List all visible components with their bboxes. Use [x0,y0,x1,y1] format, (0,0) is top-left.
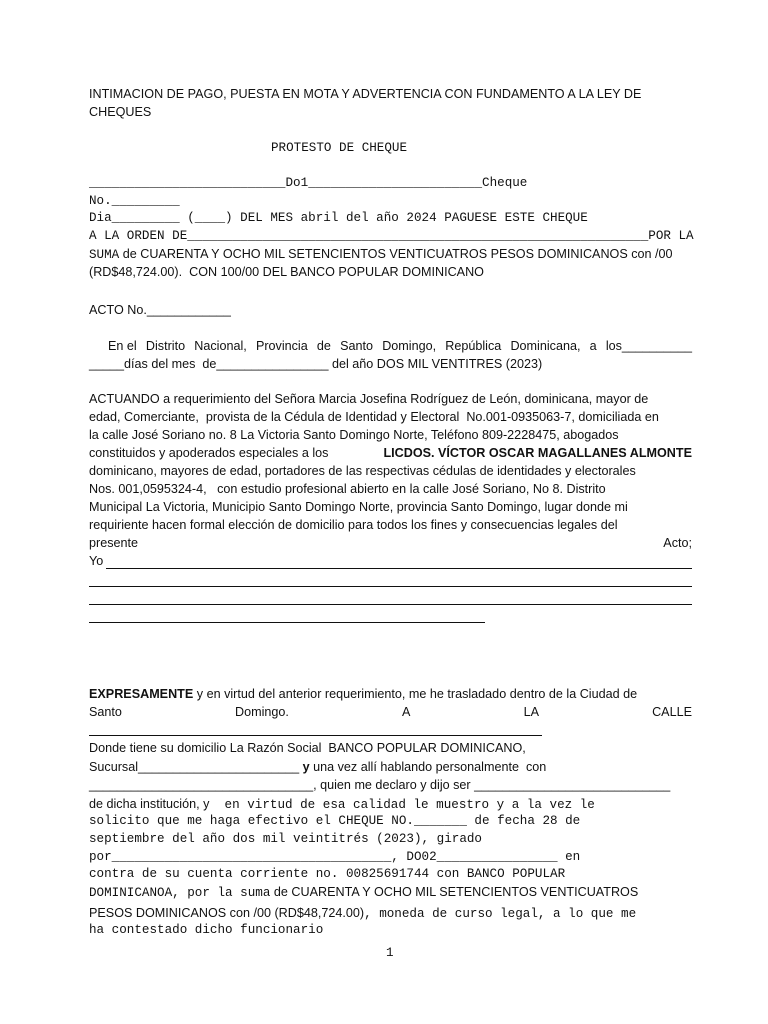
actuando-line-5: dominicano, mayores de edad, portadores de las respectivas cédulas de identidades y electorales [89,464,636,478]
word: Santo [340,339,374,353]
suma-label: SUMA [89,248,120,262]
text: , moneda de curso legal, a lo que me [364,907,637,921]
lawyer-name: LICDOS. VÍCTOR OSCAR MAGALLANES ALMONTE [383,446,692,460]
text: constituidos y apoderados especiales a los [89,446,329,460]
expresamente-line-9: septiembre del año dos mil veintitrés (2023), girado [89,832,482,846]
blank: _______________________ [308,176,483,190]
word: Domingo. [235,705,289,719]
cheque-label: Cheque [482,176,528,190]
blank: __________________________ [89,176,286,190]
amount-text: PESOS DOMINICANOS con /00 (RD$48,724.00) [89,906,365,920]
actuando-line-6: Nos. 001,0595324-4, con estudio profesional abierto en la calle José Soriano, No 8. Distrito [89,482,606,496]
expresamente-line-4: Donde tiene su domicilio La Razón Social BANCO POPULAR DOMINICANO, [89,741,526,755]
blank-line [106,568,692,569]
actuando-line-1: ACTUANDO a requerimiento del Señora Marcia Josefina Rodríguez de León, dominicana, mayor de [89,392,649,406]
text: Acto; [663,536,692,550]
word: Nacional, [194,339,247,353]
word: a [589,339,597,353]
text: DOMINICANOA, por la suma [89,886,271,900]
word: Domingo, [382,339,437,353]
cheque-line-2: No._________ [89,194,180,208]
cheque-line-4 [89,228,692,244]
por-la-label: POR LA [648,229,694,243]
orden-label: A LA ORDEN DE [89,229,188,243]
expresamente-line-1 [89,686,692,702]
actuando-line-4 [89,445,692,461]
text: en virtud de esa calidad le muestro y a la vez le [224,798,595,812]
document-heading-line2: CHEQUES [89,105,152,119]
do-label: Do1 [285,176,309,190]
text: de dicha institución, y [89,797,210,811]
protesto-title: PROTESTO DE CHEQUE [271,141,408,155]
expresamente-line-10: por_____________________________________, DO02________________ en [89,850,581,864]
blank-line [89,622,485,623]
actuando-line-8: requiriente hacen formal elección de domicilio para todos los fines y consecuencias legales del [89,518,618,532]
expresamente-line-7 [89,796,692,813]
word: En el [108,339,137,353]
word: LA [523,705,539,719]
blank-line [89,586,692,587]
text: y [302,760,310,774]
expresamente-line-8: solicito que me haga efectivo el CHEQUE NO._______ de fecha 28 de [89,814,581,828]
expresamente-line-12 [89,884,692,901]
blank-line [89,735,542,736]
page-number: 1 [386,946,394,960]
blank: _____________________________________________________________ [187,229,649,243]
distrito-line-2: _____días del mes de________________ del año DOS MIL VENTITRES (2023) [89,357,543,371]
actuando-line-7: Municipal La Victoria, Municipio Santo Domingo Norte, provincia Santo Domingo, lugar donde mi [89,500,628,514]
expresamente-line-2 [89,704,692,720]
blank-line [89,604,692,605]
cheque-line-1 [89,175,692,191]
cheque-line-5 [89,246,692,263]
text: una vez allí hablando personalmente con [313,760,547,774]
amount-text: de CUARENTA Y OCHO MIL SETENCIENTOS VENTICUATROS [273,885,639,899]
cheque-line-6: (RD$48,724.00). CON 100/00 DEL BANCO POPULAR DOMINICANO [89,265,484,279]
expresamente-line-14: ha contestado dicho funcionario [89,923,324,937]
expresamente-label: EXPRESAMENTE [89,687,194,701]
word: CALLE [652,705,692,719]
text: y en virtud del anterior requerimiento, me he trasladado dentro de la Ciudad de [196,687,638,701]
document-heading-line1: INTIMACION DE PAGO, PUESTA EN MOTA Y ADVERTENCIA CON FUNDAMENTO A LA LEY DE [89,87,642,101]
actuando-line-9 [89,535,692,551]
word: Santo [89,705,122,719]
cheque-line-3: Dia_________ (____) DEL MES abril del año 2024 PAGUESE ESTE CHEQUE [89,211,588,225]
word: de [316,339,331,353]
word: Distrito [145,339,186,353]
expresamente-line-6: ________________________________, quien me declaro y dijo ser ____________________________ [89,778,671,792]
word: República [445,339,502,353]
word: Dominicana, [510,339,581,353]
word: los__________ [605,339,692,353]
expresamente-line-5 [89,759,692,775]
actuando-line-2: edad, Comerciante, provista de la Cédula de Identidad y Electoral No.001-0935063-7, domiciliada en [89,410,659,424]
text: presente [89,536,139,550]
expresamente-line-11: contra de su cuenta corriente no. 00825691744 con BANCO POPULAR [89,867,566,881]
yo-label: Yo [89,554,104,568]
distrito-line-1 [108,338,692,354]
sucursal-label: Sucursal_______________________ [89,760,300,774]
word: A [402,705,411,719]
acto-number: ACTO No.____________ [89,303,231,317]
expresamente-line-13 [89,905,692,922]
word: Provincia [255,339,308,353]
actuando-line-3: la calle José Soriano no. 8 La Victoria Santo Domingo Norte, Teléfono 809-2228475, abogados [89,428,619,442]
suma-text: de CUARENTA Y OCHO MIL SETENCIENTOS VENTICUATROS PESOS DOMINICANOS con /00 [122,247,673,261]
